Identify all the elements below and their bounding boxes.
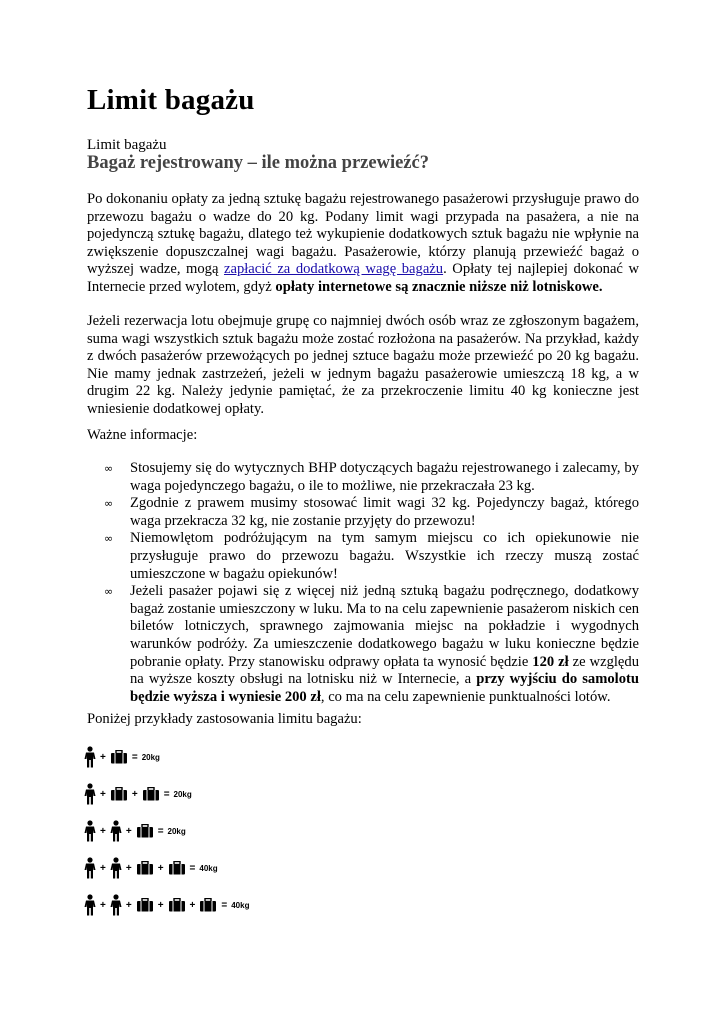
list-item-text: Zgodnie z prawem musimy stosować limit wagi 32 kg. Pojedynczy bagaż, którego waga przekracza 32 kg, nie zostanie przyjęty do przewozu! — [130, 495, 639, 529]
plus-sign: + — [100, 862, 106, 874]
bullet-infinity-icon: ∞ — [104, 585, 114, 599]
list-item — [104, 495, 639, 530]
list-item-text: , co ma na celu zapewnienie punktualności lotów. — [320, 688, 611, 705]
suitcase-icon — [168, 898, 186, 912]
suitcase-icon — [199, 898, 217, 912]
plus-sign: + — [189, 899, 196, 911]
weight-label: 40kg — [231, 900, 250, 910]
list-item — [104, 460, 639, 495]
extra-weight-payment-link[interactable]: zapłacić za dodatkową wagę bagażu — [223, 261, 444, 278]
list-item — [104, 583, 639, 706]
suitcase-icon — [142, 787, 160, 801]
diagram-row — [84, 820, 384, 842]
suitcase-icon — [110, 750, 128, 764]
suitcase-icon — [136, 898, 154, 912]
list-item — [104, 530, 639, 583]
equals-sign: = — [221, 899, 228, 911]
person-icon — [84, 857, 96, 879]
person-icon — [84, 783, 96, 805]
plus-sign: + — [125, 825, 132, 837]
plus-sign: + — [125, 899, 132, 911]
section-title: Bagaż rejestrowany – ile można przewieźć? — [87, 153, 429, 173]
suitcase-icon — [110, 787, 128, 801]
plus-sign: + — [100, 899, 106, 911]
equals-sign: = — [189, 862, 196, 874]
diagram-row — [84, 857, 384, 879]
bullet-infinity-icon: ∞ — [104, 462, 114, 475]
diagram-row — [84, 783, 384, 805]
person-icon — [84, 894, 96, 916]
paragraph-baggage-limit — [87, 191, 639, 297]
plus-sign: + — [100, 751, 106, 763]
list-item-bold-text: 120 zł — [532, 653, 569, 670]
weight-label: 40kg — [199, 863, 218, 873]
list-item-text: Niemowlętom podróżującym na tym samym miejscu co ich opiekunowie nie przysługuje prawo do przewozu bagażu. Wszystkie ich rzeczy muszą zostać umieszczone w bagażu opiekunów! — [130, 530, 639, 582]
suitcase-icon — [168, 861, 186, 875]
list-item-text: ze względu na wyższe koszty obsługi na lotnisku niż w Internecie, a — [130, 653, 639, 688]
paragraph-text: . Opłaty tej najlepiej dokonać w Internecie przed wylotem, gdyż — [87, 261, 639, 295]
list-item-text: Stosujemy się do wytycznych BHP dotyczących bagażu rejestrowanego i zalecamy, by waga pojedynczego bagażu, o ile to możliwe, nie przekraczała 23 kg. — [130, 460, 639, 494]
plus-sign: + — [100, 788, 106, 800]
page-title: Limit bagażu — [87, 84, 255, 116]
person-icon — [110, 894, 122, 916]
plus-sign: + — [157, 862, 164, 874]
person-icon — [84, 820, 96, 842]
bullet-infinity-icon: ∞ — [104, 532, 114, 546]
subtitle-label: Limit bagażu — [87, 137, 167, 153]
person-icon — [84, 746, 96, 768]
important-info-list — [104, 460, 639, 706]
person-icon — [110, 820, 122, 842]
plus-sign: + — [125, 862, 132, 874]
equals-sign: = — [131, 751, 138, 763]
plus-sign: + — [100, 825, 106, 837]
baggage-limit-diagram — [84, 746, 384, 931]
paragraph-bold-text: opłaty internetowe są znacznie niższe niż lotniskowe. — [275, 278, 603, 295]
suitcase-icon — [136, 861, 154, 875]
important-info-heading: Ważne informacje: — [87, 427, 198, 443]
weight-label: 20kg — [141, 752, 160, 762]
examples-heading: Poniżej przykłady zastosowania limitu bagażu: — [87, 711, 362, 727]
weight-label: 20kg — [167, 826, 186, 836]
list-item-text: Jeżeli pasażer pojawi się z więcej niż jedną sztuką bagażu podręcznego, dodatkowy bagaż zostanie umieszczony w luku. Ma to na celu zapewnienie pasażerom niskich cen biletów lotniczych, sprawnego zajmowania miejsc na pokładzie i wygodnych warunków podróży. Za umieszczenie dodatkowego bagażu w luku konieczne będzie pobranie opłaty. Przy stanowisku odprawy opłata ta wynosić będzie — [130, 583, 639, 670]
paragraph-text: Po dokonaniu opłaty za jedną sztukę bagażu rejestrowanego pasażerowi przysługuje prawo do przewozu bagażu o wadze do 20 kg. Podany limit wagi przypada na pasażera, a nie na pojedynczą sztukę bagażu, dlatego też wykupienie dodatkowych sztuk bagażu nie wpłynie na zwiększenie dopuszczalnej wagi bagażu. Pasażerowie, którzy planują przewieźć bagaż o wyższej wadze, mogą — [87, 191, 639, 278]
paragraph-group-booking: Jeżeli rezerwacja lotu obejmuje grupę co najmniej dwóch osób wraz ze zgłoszonym bagażem, suma wagi wszystkich sztuk bagażu może zostać rozłożona na pasażerów. Na przykład, każdy z dwóch pasażerów przewożących po jednej sztuce bagażu może przewieźć po 20 kg bagażu. Nie mamy jednak zastrzeżeń, jeżeli w jednym bagażu pasażerowie umieszczą 18 kg, a w drugim 22 kg. Należy jedynie pamiętać, że za przekroczenie limitu 40 kg konieczne jest wniesienie dodatkowej opłaty. — [87, 313, 639, 417]
suitcase-icon — [136, 824, 154, 838]
person-icon — [110, 857, 122, 879]
plus-sign: + — [131, 788, 138, 800]
equals-sign: = — [163, 788, 170, 800]
diagram-row — [84, 894, 384, 916]
equals-sign: = — [157, 825, 164, 837]
diagram-row — [84, 746, 384, 768]
weight-label: 20kg — [173, 789, 192, 799]
plus-sign: + — [157, 899, 164, 911]
bullet-infinity-icon: ∞ — [104, 497, 114, 511]
list-item-bold-text: przy wyjściu do samolotu będzie wyższa i wyniesie 200 zł — [130, 671, 639, 705]
